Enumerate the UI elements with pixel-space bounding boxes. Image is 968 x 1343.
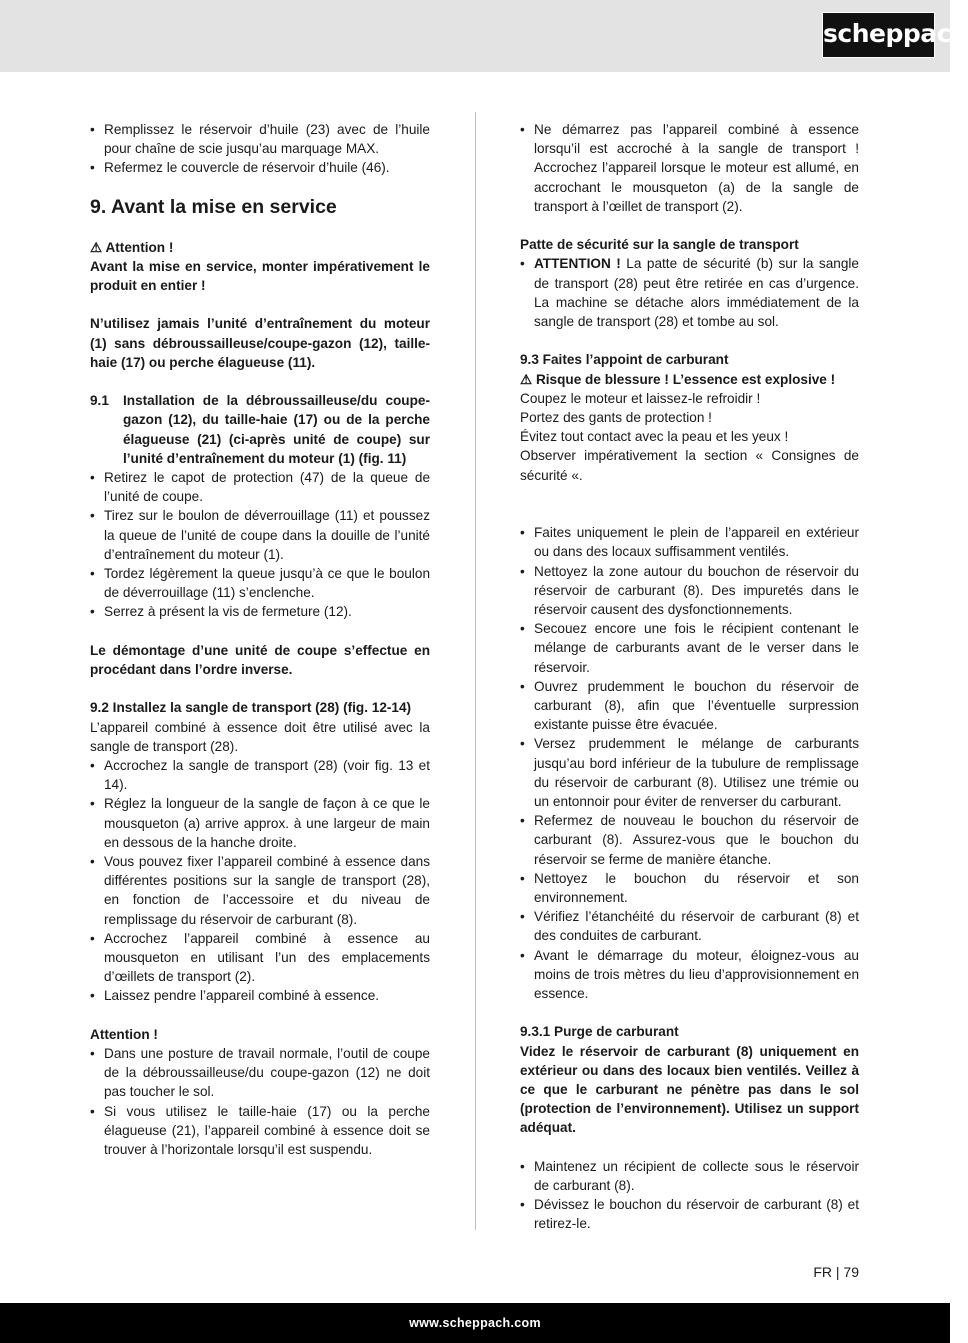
safety-tab-list xyxy=(520,254,859,331)
s93-line: Observer impérativement la section « Consignes de sécurité «. xyxy=(520,448,859,483)
subsection-9-2-heading: 9.2 Installez la sangle de transport (28) (fig. 12-14) xyxy=(90,700,412,716)
s93-bullet-list xyxy=(520,523,859,1003)
brand-logo: scheppach xyxy=(822,12,935,58)
list-item: • Réglez la longueur de la sangle de façon à ce que le mousqueton (a) arrive approx. à une largeur de main en dessous de la hanche droite. xyxy=(90,794,430,852)
list-item: • Tordez légèrement la queue jusqu’à ce que le boulon de déverrouillage (11) s’enclenche. xyxy=(90,564,430,602)
s93-line: Portez des gants de protection ! xyxy=(520,410,712,426)
s931-text: Videz le réservoir de carburant (8) uniquement en extérieur ou dans des locaux bien ventilés. Veillez à ce que le carburant ne pénètre pas dans le sol (protection de l’environnement). Utilisez un support adéquat. xyxy=(520,1043,859,1136)
subsection-9-1-heading xyxy=(90,391,430,468)
list-item: • Refermez le couvercle de réservoir d’huile (46). xyxy=(90,158,430,177)
list-item: • Vous pouvez fixer l’appareil combiné à essence dans différentes positions sur la sangle de transport (28), en fonction de l’accessoire et du niveau de remplissage du réservoir de carburant (8). xyxy=(90,852,430,929)
list-item: • Accrochez l’appareil combiné à essence au mousqueton en utilisant l’un des emplacements d’œillets de transport (2). xyxy=(90,929,430,987)
dismount-text: Le démontage d’une unité de coupe s’effectue en procédant dans l’ordre inverse. xyxy=(90,642,430,678)
section-title: 9. Avant la mise en service xyxy=(90,195,337,218)
list-item: • Dans une posture de travail normale, l’outil de coupe de la débroussailleuse/du coupe-gazon (12) ne doit pas toucher le sol. xyxy=(90,1044,430,1102)
subsection-9-3-1-heading: 9.3.1 Purge de carburant xyxy=(520,1024,679,1040)
s93-line: Coupez le moteur et laissez-le refroidir ! xyxy=(520,390,761,406)
attention-text: Avant la mise en service, monter impérativement le produit en entier ! xyxy=(90,258,430,294)
s93-warning: ⚠ Risque de blessure ! L’essence est explosive ! xyxy=(520,371,836,387)
list-item: • Secouez encore une fois le récipient contenant le mélange de carburants avant de le verser dans le réservoir. xyxy=(520,619,859,677)
intro-bullet-list xyxy=(90,120,430,178)
list-item: • Refermez de nouveau le bouchon du réservoir de carburant (8). Assurez-vous que le bouchon du réservoir se ferme de manière étanche. xyxy=(520,811,859,869)
safety-tab-heading: Patte de sécurité sur la sangle de transport xyxy=(520,237,799,253)
right-column xyxy=(520,120,859,1234)
attention2-bullet-list xyxy=(90,1044,430,1159)
list-item: • Ouvrez prudemment le bouchon du réservoir de carburant (8), afin que l’éventuelle surpression existante puisse être évacuée. xyxy=(520,677,859,735)
list-item: • Versez prudemment le mélange de carburants jusqu’au bord inférieur de la tubulure de remplissage du réservoir de carburant (8). Utilisez une trémie ou un entonnoir pour éviter de renverser du carburant. xyxy=(520,734,859,811)
list-item: • Nettoyez le bouchon du réservoir et son environnement. xyxy=(520,869,859,907)
page-number: FR | 79 xyxy=(813,1264,859,1280)
list-item: • Serrez à présent la vis de fermeture (12). xyxy=(90,602,430,621)
s92-bullet-list xyxy=(90,756,430,1006)
column-divider xyxy=(475,112,476,1230)
list-item: • Si vous utilisez le taille-haie (17) ou la perche élagueuse (21), l’appareil combiné à essence doit se trouver à l’horizontale lorsqu’il est suspendu. xyxy=(90,1102,430,1160)
warning-text: N’utilisez jamais l’unité d’entraînement du moteur (1) sans débroussailleuse/coupe-gazon (12), taille-haie (17) ou perche élagueuse (11). xyxy=(90,316,430,370)
s93-line: Évitez tout contact avec la peau et les yeux ! xyxy=(520,429,789,445)
subsection-9-3-heading: 9.3 Faites l’appoint de carburant xyxy=(520,352,729,368)
list-item xyxy=(520,254,859,331)
page-footer xyxy=(0,1303,950,1343)
list-item: • Nettoyez la zone autour du bouchon de réservoir du réservoir de carburant (8). Des impuretés dans le réservoir causent des dysfonctionnements. xyxy=(520,562,859,620)
s92-intro: L’appareil combiné à essence doit être utilisé avec la sangle de transport (28). xyxy=(90,719,430,754)
s91-bullet-list xyxy=(90,468,430,622)
top-bullet-list xyxy=(520,120,859,216)
left-column xyxy=(90,120,430,1159)
subsection-title: Installation de la débroussailleuse/du coupe-gazon (12), du taille-haie (17) ou de la perche élagueuse (21) (ci-après unité de coupe) sur l’unité d’entraînement du moteur (1) (fig. 11) xyxy=(123,393,430,466)
footer-url: www.scheppach.com xyxy=(409,1316,541,1330)
list-item: • Retirez le capot de protection (47) de la queue de l’unité de coupe. xyxy=(90,468,430,506)
attention-label: ⚠ Attention ! xyxy=(90,239,174,255)
list-item: • Faites uniquement le plein de l’appareil en extérieur ou dans des locaux suffisamment ventilés. xyxy=(520,523,859,561)
subsection-number: 9.1 xyxy=(90,393,109,409)
attention2-label: Attention ! xyxy=(90,1026,158,1042)
safety-tab-text: La patte de sécurité (b) sur la sangle de transport (28) peut être retirée en cas d’urgence. La machine se détache alors immédiatement de la sangle de transport (28) et tombe au sol. xyxy=(534,256,859,330)
list-item: • Accrochez la sangle de transport (28) (voir fig. 13 et 14). xyxy=(90,756,430,794)
s931-bullet-list xyxy=(520,1157,859,1234)
safety-tab-bold: ATTENTION ! xyxy=(534,256,621,272)
list-item: • Dévissez le bouchon du réservoir de carburant (8) et retirez-le. xyxy=(520,1195,859,1233)
list-item: • Maintenez un récipient de collecte sous le réservoir de carburant (8). xyxy=(520,1157,859,1195)
list-item: • Ne démarrez pas l’appareil combiné à essence lorsqu’il est accroché à la sangle de transport ! Accrochez l’appareil lorsque le moteur est allumé, en accrochant le mousqueton (a) de la sangle de transport à l’œillet de transport (2). xyxy=(520,120,859,216)
list-item: • Tirez sur le boulon de déverrouillage (11) et poussez la queue de l’unité de coupe dans la douille de l’unité d’entraînement du moteur (1). xyxy=(90,506,430,564)
page-header xyxy=(0,0,968,72)
list-item: • Laissez pendre l’appareil combiné à essence. xyxy=(90,986,430,1005)
list-item: • Remplissez le réservoir d’huile (23) avec de l’huile pour chaîne de scie jusqu’au marquage MAX. xyxy=(90,120,430,158)
list-item: • Avant le démarrage du moteur, éloignez-vous au moins de trois mètres du lieu d’approvisionnement en essence. xyxy=(520,946,859,1004)
list-item: • Vérifiez l’étanchéité du réservoir de carburant (8) et des conduites de carburant. xyxy=(520,907,859,945)
